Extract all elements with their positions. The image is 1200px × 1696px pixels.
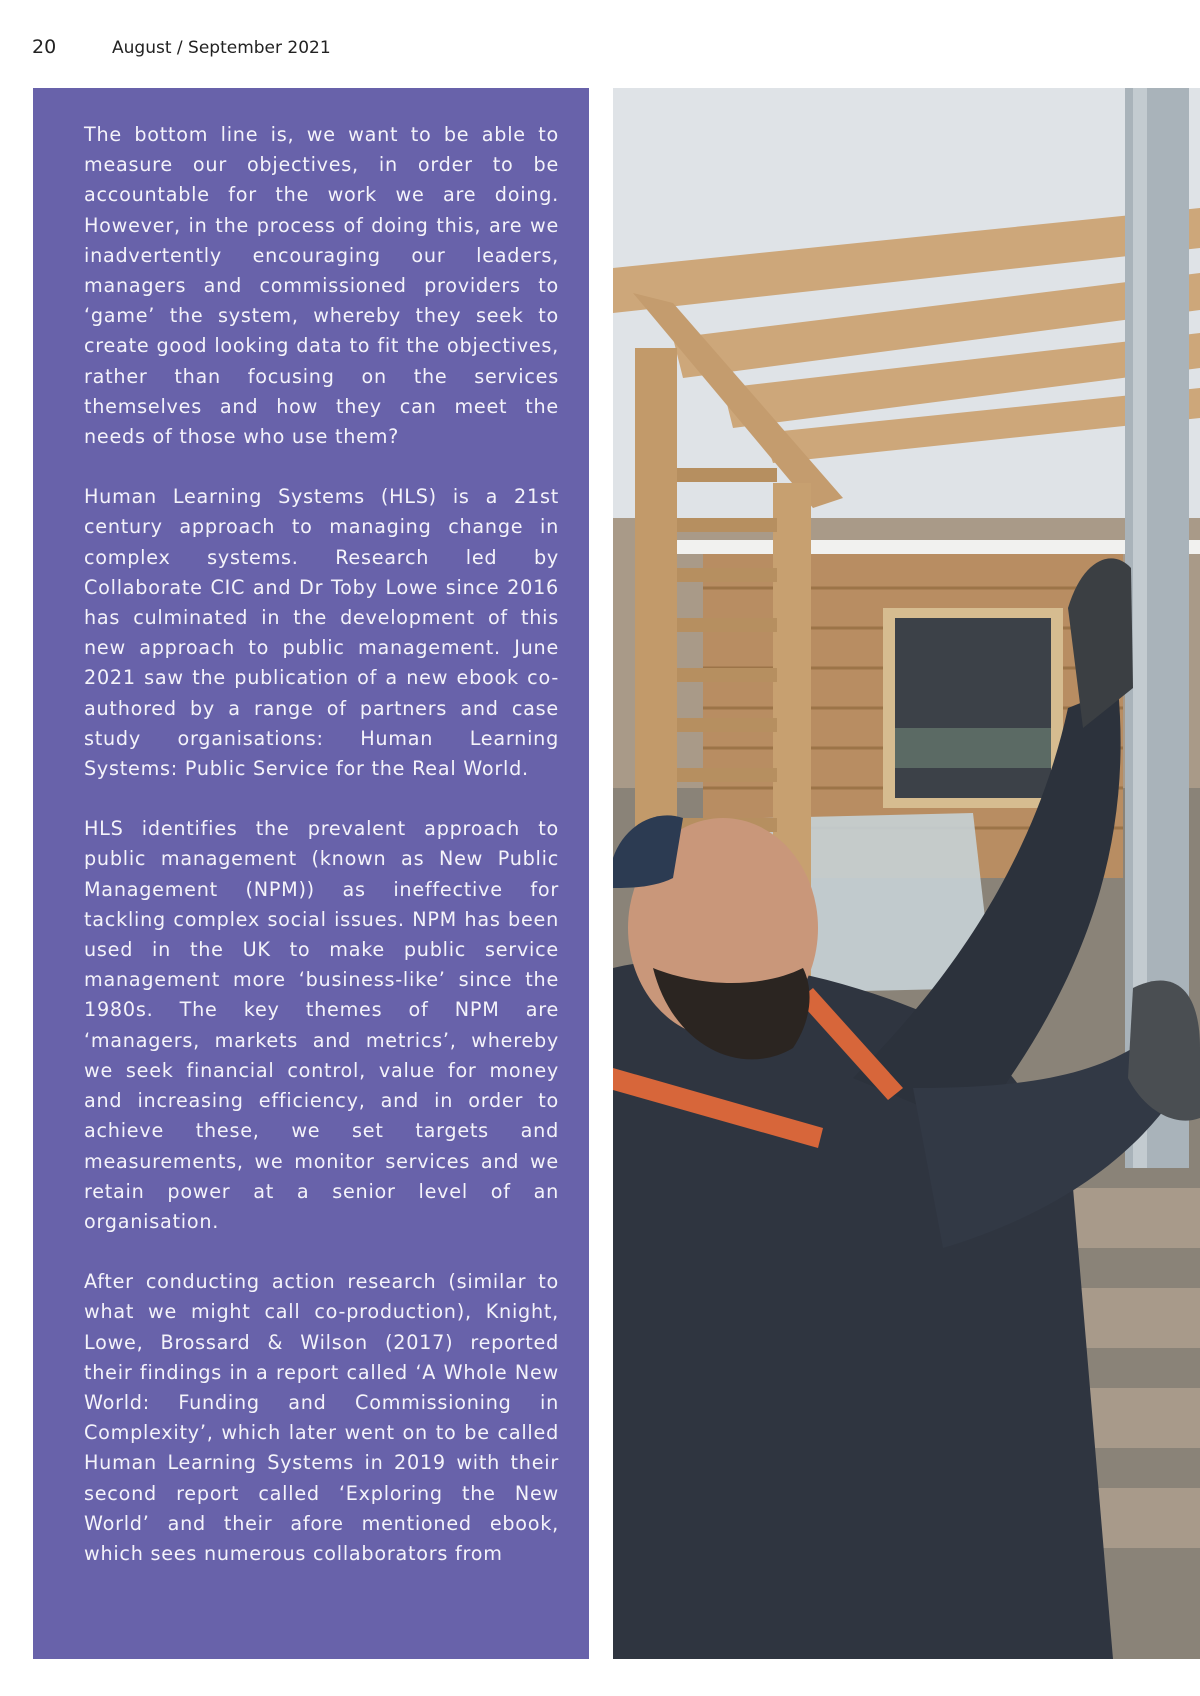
page-number: 20 [32, 36, 57, 58]
article-paragraph: HLS identifies the prevalent approach to public management (known as New Public Management (NPM)) as ineffective for tackling complex social issues. NPM has been used in the UK to make public service management more ‘business-like’ since the 1980s. The key themes of NPM are ‘managers, markets and metrics’, whereby we seek financial control, value for money and increasing efficiency, and in order to achieve these, we set targets and measurements, we monitor services and we retain power at a senior level of an organisation. [84, 817, 559, 1233]
issue-date: August / September 2021 [112, 38, 331, 58]
article-paragraph: Human Learning Systems (HLS) is a 21st century approach to managing change in complex systems. Research led by Collaborate CIC and Dr Toby Lowe since 2016 has culminated in the development of this new approach to public management. June 2021 saw the publication of a new ebook co-authored by a range of partners and case study organisations: Human Learning Systems: Public Service for the Real World. [84, 485, 559, 781]
article-text-panel [33, 88, 589, 1659]
article-paragraph: After conducting action research (similar to what we might call co-production), Knight, Lowe, Brossard & Wilson (2017) reported their findings in a report called ‘A Whole New World: Funding and Commissioning in Complexity’, which later went on to be called Human Learning Systems in 2019 with their second report called ‘Exploring the New World’ and their afore mentioned ebook, which sees numerous collaborators from [84, 1270, 559, 1565]
photo-man-with-post [613, 88, 1200, 1659]
article-paragraph: The bottom line is, we want to be able to measure our objectives, in order to be accountable for the work we are doing. However, in the process of doing this, are we inadvertently encouraging our leaders, managers and commissioned providers to ‘game’ the system, whereby they seek to create good looking data to fit the objectives, rather than focusing on the services themselves and how they can meet the needs of those who use them? [84, 123, 559, 449]
